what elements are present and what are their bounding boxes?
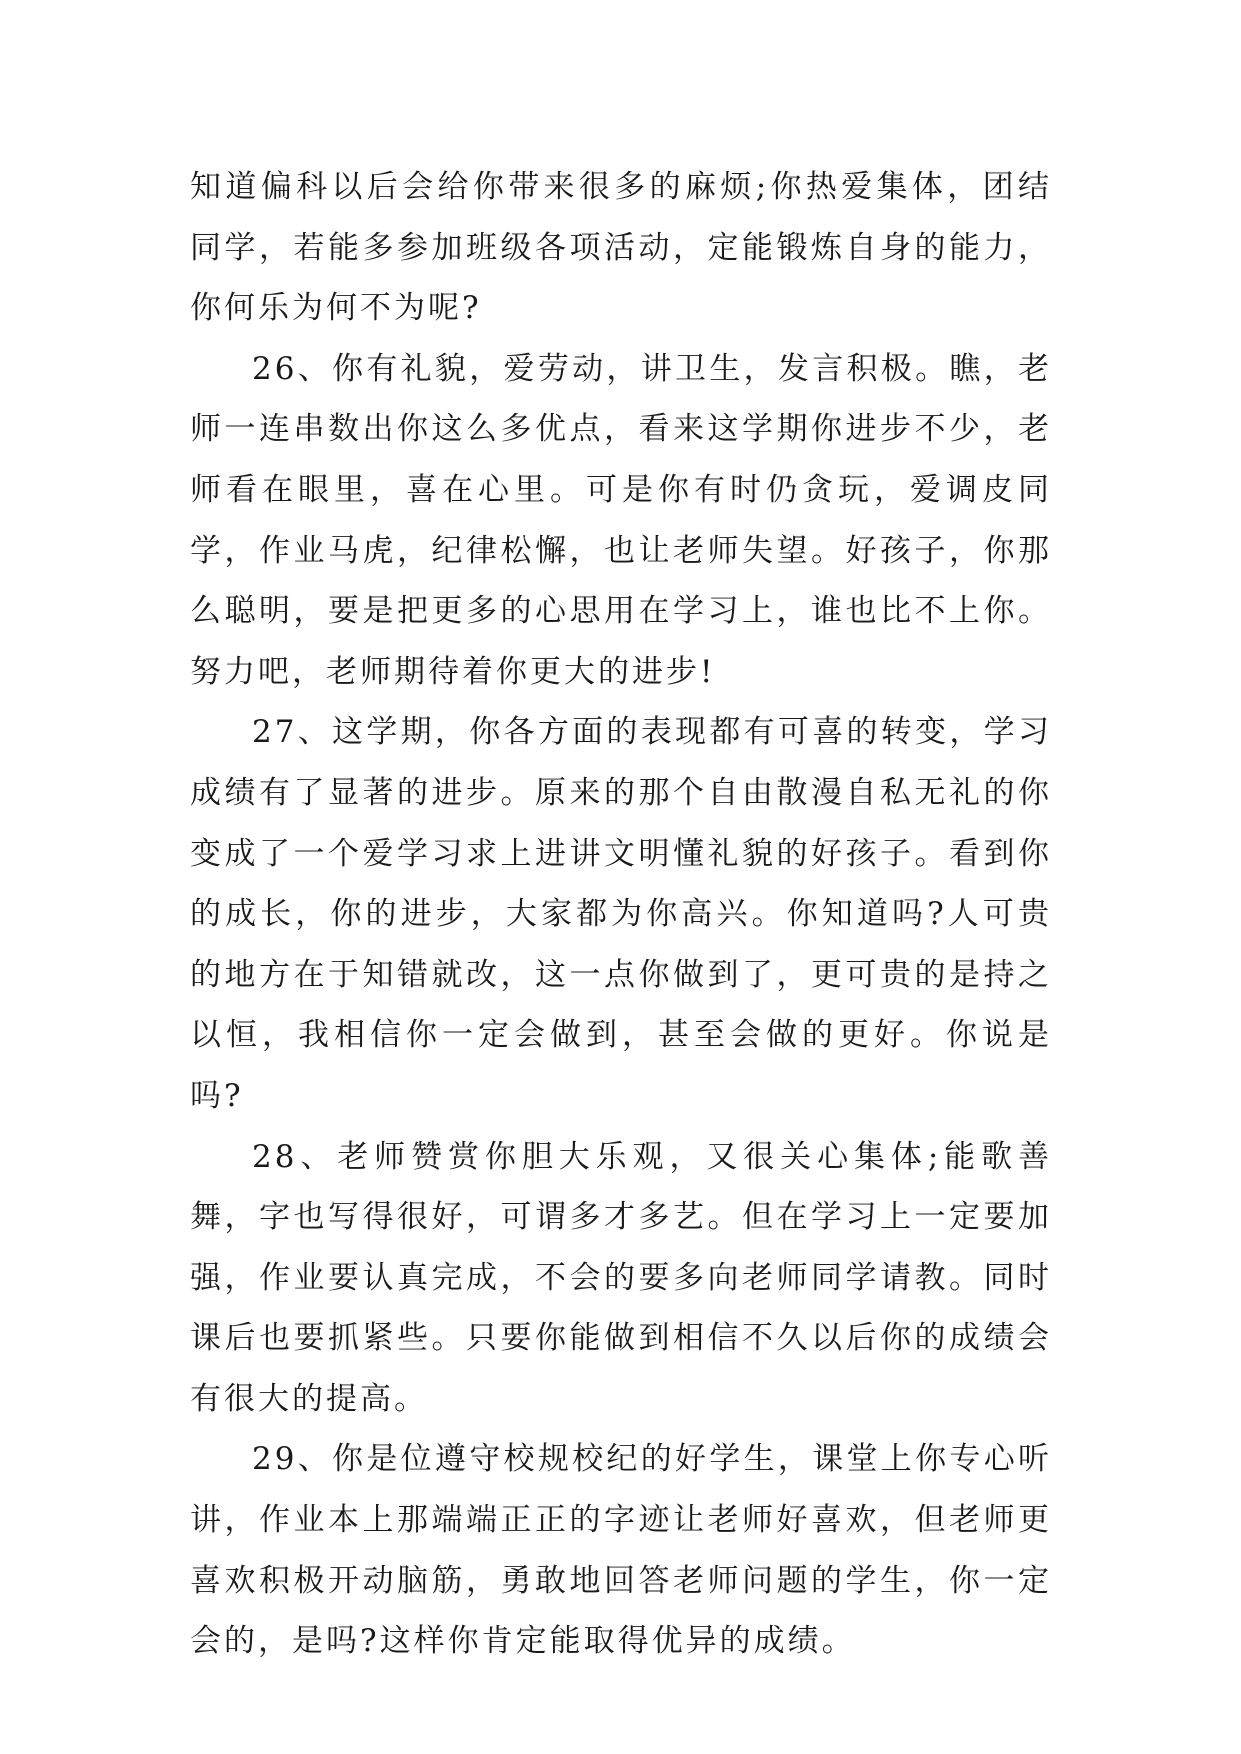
paragraph-continuation: 知道偏科以后会给你带来很多的麻烦;你热爱集体，团结同学，若能多参加班级各项活动，定能锻炼自身的能力，你何乐为何不为呢?	[190, 169, 1052, 327]
paragraph-28: 28、老师赞赏你胆大乐观，又很关心集体;能歌善舞，字也写得很好，可谓多才多艺。但在学习上一定要加强，作业要认真完成，不会的要多向老师同学请教。同时课后也要抓紧些。只要你能做到相信不久以后你的成绩会有很大的提高。	[190, 1138, 1052, 1417]
paragraph-26: 26、你有礼貌，爱劳动，讲卫生，发言积极。瞧，老师一连串数出你这么多优点，看来这学期你进步不少，老师看在眼里，喜在心里。可是你有时仍贪玩，爱调皮同学，作业马虎，纪律松懈，也让老师失望。好孩子，你那么聪明，要是把更多的心思用在学习上，谁也比不上你。努力吧，老师期待着你更大的进步!	[190, 350, 1052, 690]
document-body	[190, 157, 1052, 1672]
paragraph-27: 27、这学期，你各方面的表现都有可喜的转变，学习成绩有了显著的进步。原来的那个自由散漫自私无礼的你变成了一个爱学习求上进讲文明懂礼貌的好孩子。看到你的成长，你的进步，大家都为你高兴。你知道吗?人可贵的地方在于知错就改，这一点你做到了，更可贵的是持之以恒，我相信你一定会做到，甚至会做的更好。你说是吗?	[190, 714, 1052, 1114]
paragraph-29: 29、你是位遵守校规校纪的好学生，课堂上你专心听讲，作业本上那端端正正的字迹让老师好喜欢，但老师更喜欢积极开动脑筋，勇敢地回答老师问题的学生，你一定会的，是吗?这样你肯定能取得优异的成绩。	[190, 1441, 1052, 1660]
